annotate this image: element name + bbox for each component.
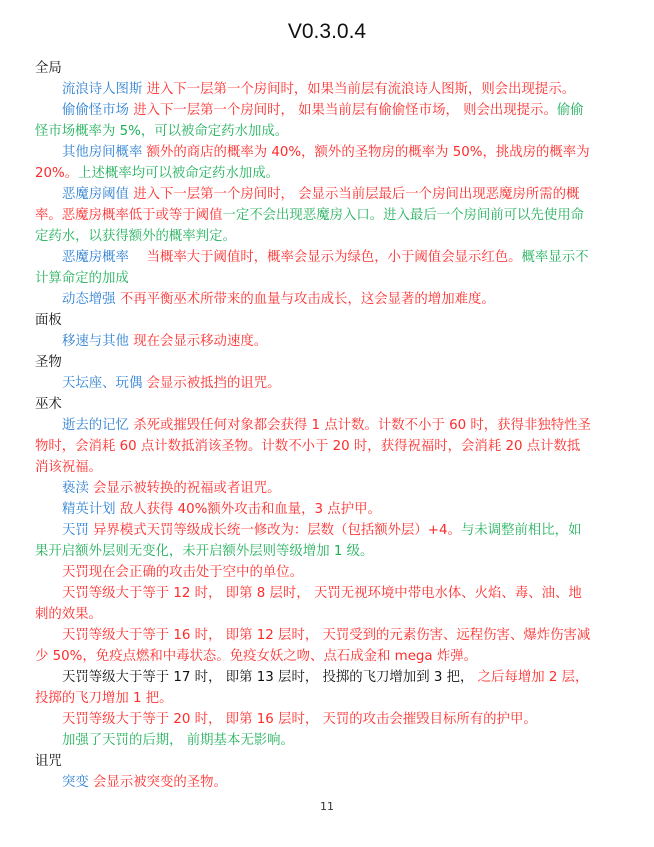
heading-text: 全局 [35,61,62,76]
entry-note: 与未调整前相比，如果开启额外层则无变化，未开启额外层则等级增加 1 级。 [35,523,582,559]
entry-name: 天坛座、玩偶 [62,376,147,391]
entry-name: 移速与其他 [62,334,134,349]
entry-name: 突变 [62,775,94,790]
entry-name: 动态增强 [62,292,120,307]
changelog-entry [35,625,591,667]
changelog-entry [35,730,591,751]
entry-description: 天罚现在会正确的攻击处于空中的单位。 [62,565,304,580]
changelog-entry [35,100,591,142]
changelog-entry [35,79,591,100]
entry-description: 之后每增加 2 层，投掷的飞刀增加 1 把。 [35,670,589,706]
entry-note: 一定不会出现恶魔房入口。进入最后一个房间前可以先使用命定药水，以获得额外的概率判定。 [35,208,585,244]
changelog-entry [35,289,591,310]
entry-description: 进入下一层第一个房间时， 如果当前层有偷偷怪市场， 则会出现提示。 [133,103,557,118]
entry-description: 会显示被抵挡的诅咒。 [146,376,281,391]
changelog-entry [35,373,591,394]
section-heading [35,310,591,331]
entry-name: 其他房间概率 [62,145,147,160]
changelog-entry [35,331,591,352]
entry-description: 杀死或摧毁任何对象都会获得 1 点计数。计数不小于 60 时，获得非独特性圣物时，会消耗 60 点计数抵消该圣物。计数不小于 20 时，获得祝福时，会消耗 20 点计数抵消该祝福。 [35,418,591,475]
entry-description: 当概率大于阈值时，概率会显示为绿色，小于阈值会显示红色。 [146,250,522,265]
entry-name: 天罚 [62,523,94,538]
document-title: V0.3.0.4 [287,20,367,43]
section-heading [35,394,591,415]
changelog-entry [35,562,591,583]
section-heading [35,352,591,373]
changelog-entry [35,247,591,289]
entry-description: 会显示被转换的祝福或者诅咒。 [93,481,281,496]
changelog-entry [35,583,591,625]
changelog-entry [35,667,591,709]
entry-description: 现在会显示移动速度。 [133,334,268,349]
entry-description: 进入下一层第一个房间时，如果当前层有流浪诗人图斯，则会出现提示。 [146,82,576,97]
document-body [35,58,591,793]
entry-name: 恶魔房阈值 [62,187,134,202]
entry-description: 异界模式天罚等级成长统一修改为：层数（包括额外层）+4。 [93,523,461,538]
changelog-entry [35,499,591,520]
entry-description: 天罚等级大于等于 20 时， 即第 16 层时， 天罚的攻击会摧毁目标所有的护甲。 [62,712,537,727]
entry-description: 天罚等级大于等于 17 时， 即第 13 层时， 投掷的飞刀增加到 3 把， [62,670,478,685]
entry-description: 进入下一层第一个房间时， 会显示当前层最后一个房间出现恶魔房所需的概率。恶魔房概率低于或等于阈值 [35,187,580,223]
entry-name: 偷偷怪市场 [62,103,134,118]
entry-description: 不再平衡巫术所带来的血量与攻击成长，这会显著的增加难度。 [119,292,495,307]
entry-note: 上述概率均可以被命定药水加成。 [78,166,280,181]
changelog-entry [35,772,591,793]
section-heading [35,58,591,79]
entry-description: 天罚等级大于等于 12 时， 即第 8 层时， 天罚无视环境中带电水体、火焰、毒、油、地刺的效果。 [35,586,582,622]
entry-description: 会显示被突变的圣物。 [93,775,227,790]
entry-name: 精英计划 [62,502,120,517]
section-heading [35,751,591,772]
entry-description: 额外的商店的概率为 40%，额外的圣物房的概率为 50%，挑战房的概率为 20%。 [35,145,590,181]
entry-name: 恶魔房概率 [62,250,147,265]
heading-text: 巫术 [35,397,62,412]
entry-description: 敌人获得 40%额外攻击和血量，3 点护甲。 [119,502,381,517]
entry-note: 偷偷怪市场概率为 5%，可以被命定药水加成。 [35,103,584,139]
entry-name: 逝去的记忆 [62,418,134,433]
changelog-entry [35,478,591,499]
entry-note: 概率显示不计算命定的加成 [35,250,589,286]
entry-description: 天罚等级大于等于 16 时， 即第 12 层时， 天罚受到的元素伤害、远程伤害、爆炸伤害减少 50%，免疫点燃和中毒状态。免疫女妖之吻、点石成金和 mega 炸弹。 [35,628,591,664]
changelog-entry [35,520,591,562]
changelog-entry [35,184,591,247]
changelog-entry [35,142,591,184]
entry-name: 流浪诗人图斯 [62,82,147,97]
entry-name: 亵渎 [62,481,94,496]
entry-note: 加强了天罚的后期， 前期基本无影响。 [62,733,294,748]
changelog-entry [35,415,591,478]
heading-text: 圣物 [35,355,62,370]
changelog-entry [35,709,591,730]
heading-text: 面板 [35,313,62,328]
page-number: 11 [320,800,334,813]
heading-text: 诅咒 [35,754,62,769]
